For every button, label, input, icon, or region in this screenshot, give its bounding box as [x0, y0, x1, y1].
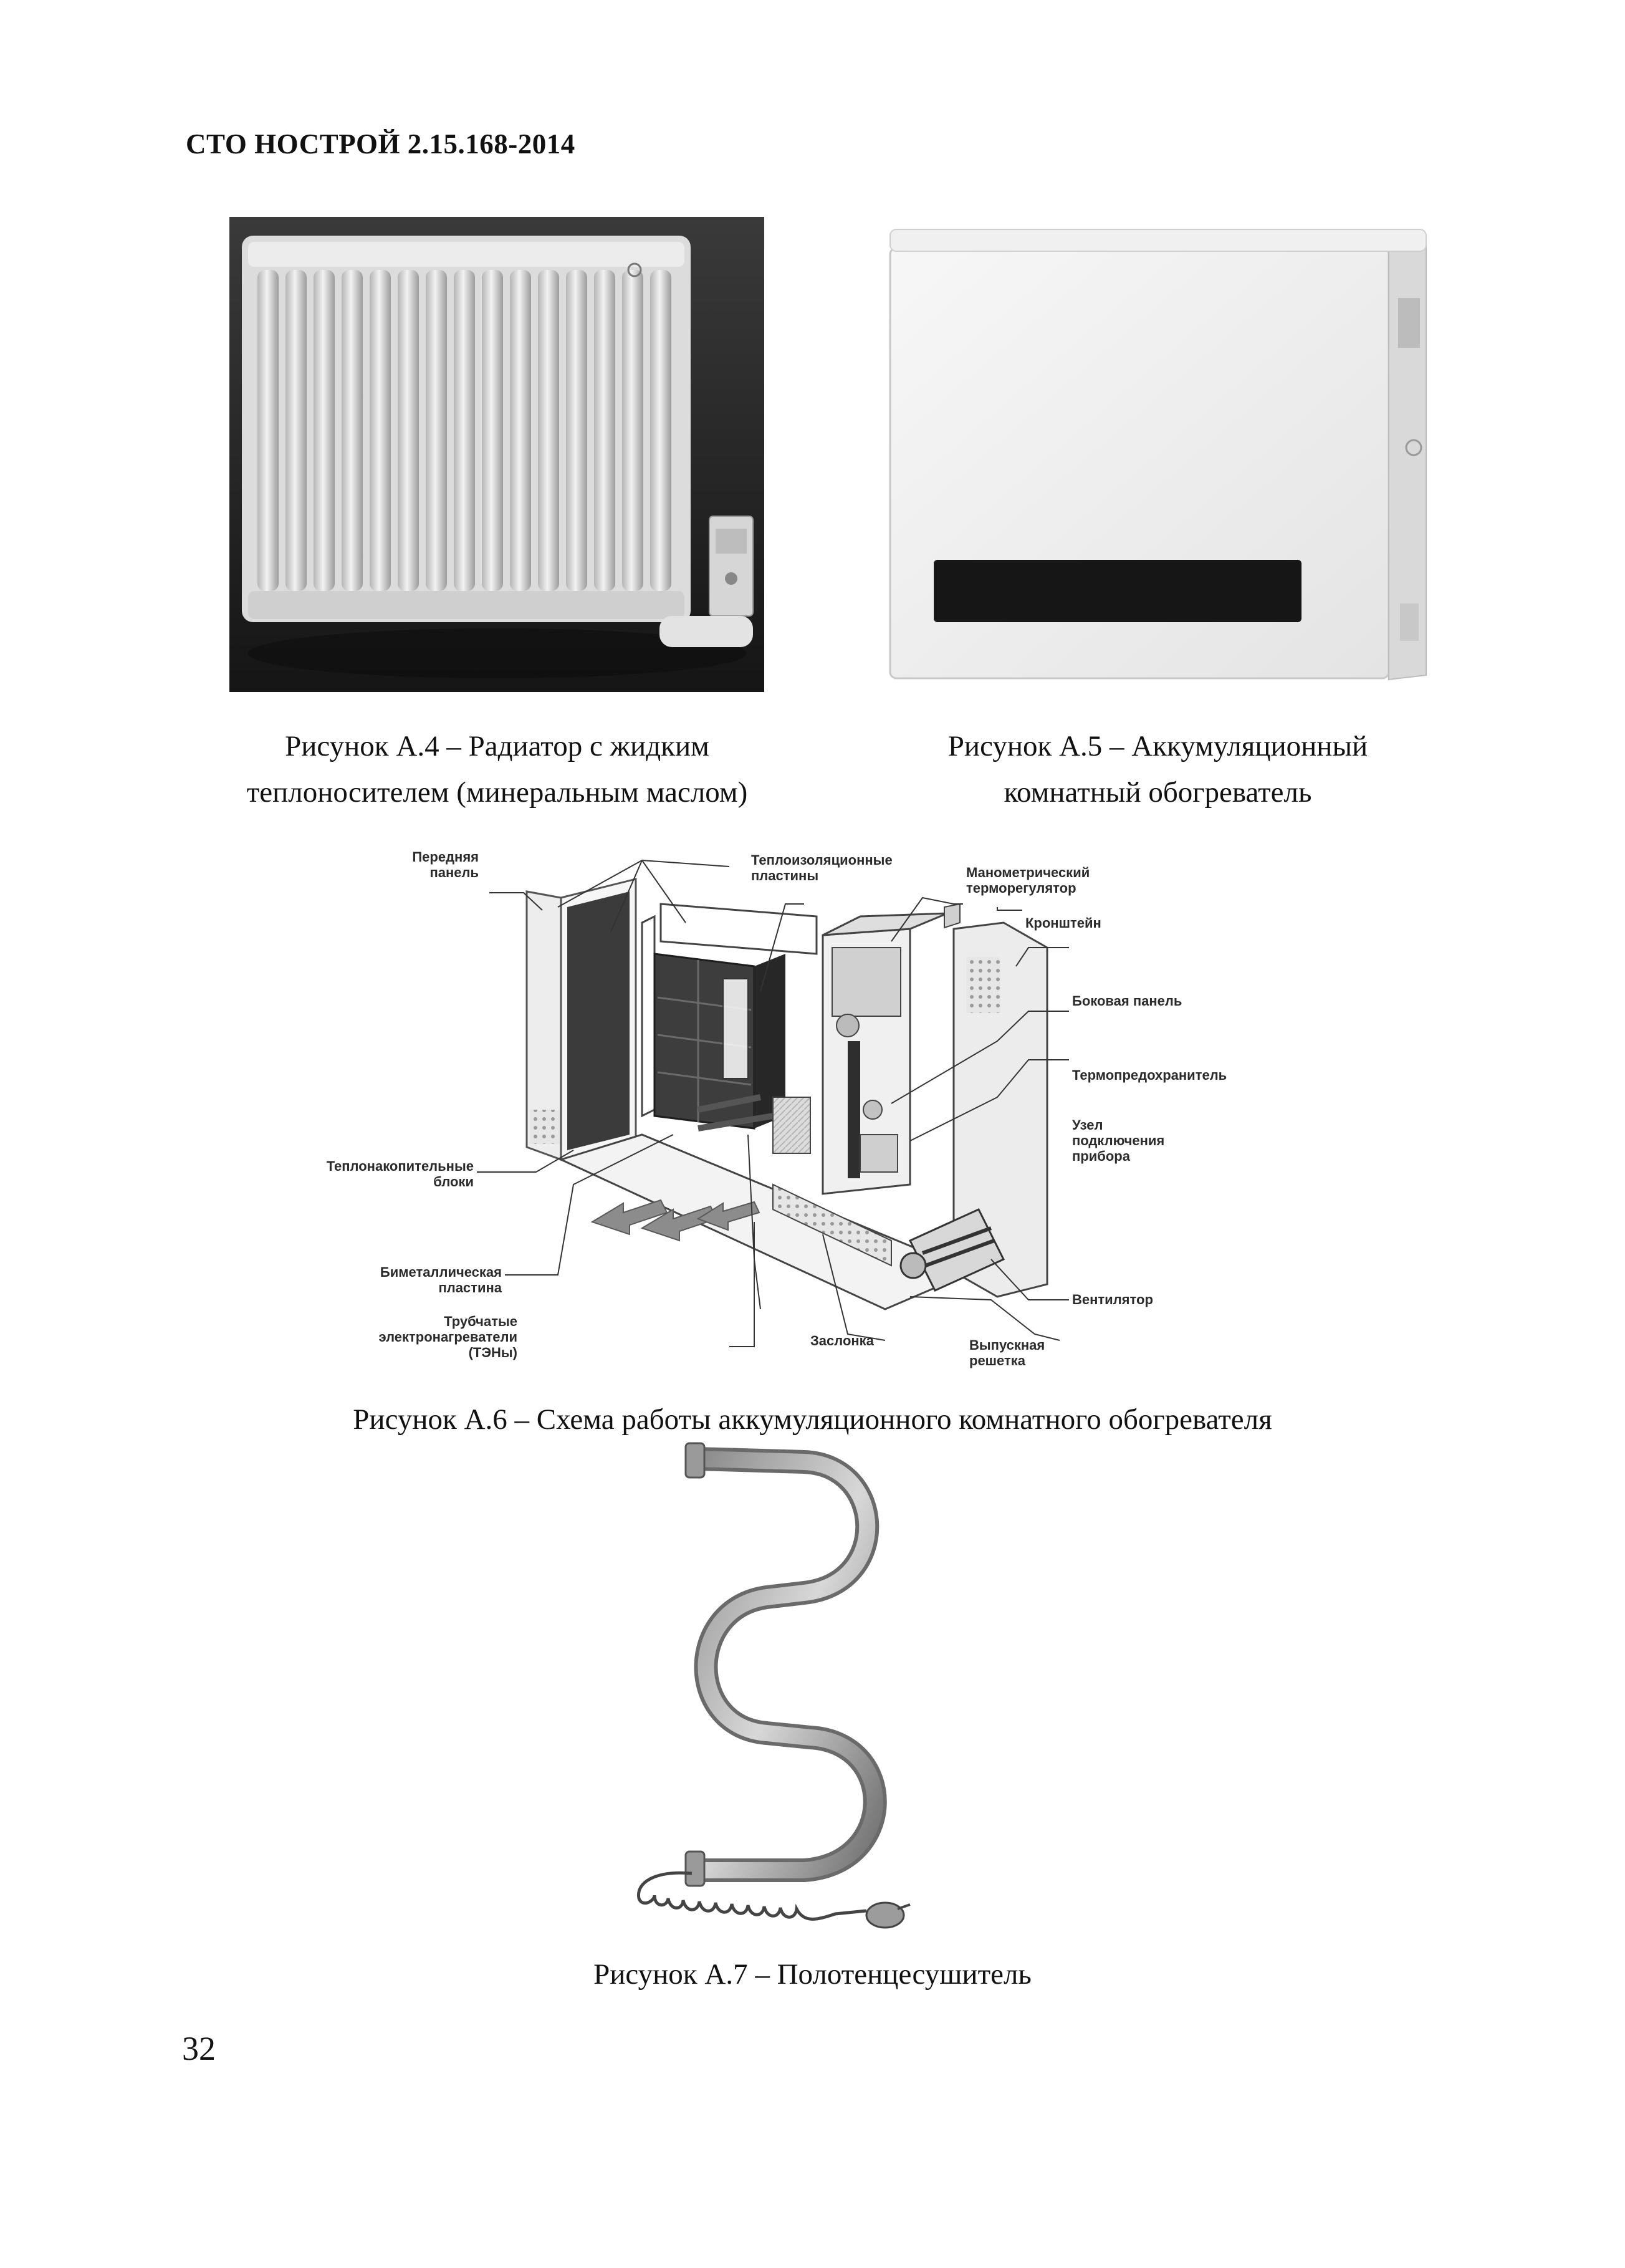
radiator-fin	[398, 270, 419, 591]
figure-a5-caption-line2: комнатный обогреватель	[1004, 776, 1312, 809]
radiator-fin	[426, 270, 447, 591]
label-thermal-fuse: Термопредохранитель	[1072, 1067, 1227, 1083]
radiator-fin	[594, 270, 615, 591]
radiator-fin	[314, 270, 335, 591]
figure-a6-caption: Рисунок А.6 – Схема работы аккумуляционного комнатного обогревателя	[353, 1403, 1272, 1436]
label-bimetal-2: пластина	[438, 1280, 502, 1295]
label-bracket: Кронштейн	[1025, 915, 1101, 931]
figure-a4-caption-line2: теплоносителем (минеральным маслом)	[246, 776, 748, 809]
radiator-fin	[622, 270, 643, 591]
label-thermostat-1: Манометрический	[966, 865, 1090, 880]
label-fan: Вентилятор	[1072, 1292, 1153, 1307]
label-front-panel-1: Передняя	[412, 849, 479, 865]
radiator-fin	[650, 270, 671, 591]
label-connection-node-2: подключения	[1072, 1133, 1165, 1148]
radiator-fin	[482, 270, 503, 591]
radiator-fin	[257, 270, 279, 591]
label-storage-blocks-2: блоки	[433, 1174, 474, 1189]
radiator-fin	[566, 270, 587, 591]
label-bimetal-1: Биметаллическая	[380, 1264, 502, 1280]
label-outlet-grille-2: решетка	[969, 1353, 1025, 1368]
label-heaters-3: (ТЭНы)	[468, 1345, 517, 1360]
document-code-header: СТО НОСТРОЙ 2.15.168-2014	[186, 128, 575, 160]
radiator-fin	[454, 270, 475, 591]
label-heaters-1: Трубчатые	[444, 1314, 517, 1329]
radiator-fin	[370, 270, 391, 591]
figure-a6-diagram	[326, 835, 1259, 1396]
label-front-panel-2: панель	[429, 865, 479, 880]
radiator-fin	[510, 270, 531, 591]
label-thermostat-2: терморегулятор	[966, 880, 1076, 896]
label-storage-blocks-1: Теплонакопительные	[326, 1158, 474, 1174]
figure-a5-caption-line1: Рисунок А.5 – Аккумуляционный	[947, 730, 1368, 762]
label-heaters-2: электронагреватели	[378, 1329, 517, 1345]
figure-a7-towel-dryer-image	[617, 1434, 1053, 1951]
label-outlet-grille-1: Выпускная	[969, 1337, 1045, 1353]
figure-a4-caption	[206, 723, 789, 815]
radiator-fin	[285, 270, 307, 591]
label-side-panel: Боковая панель	[1072, 993, 1182, 1009]
label-insulation-1: Теплоизоляционные	[751, 852, 893, 868]
figure-a7-caption: Рисунок А.7 – Полотенцесушитель	[593, 1958, 1032, 1991]
figure-a5-caption	[854, 723, 1462, 815]
label-insulation-2: пластины	[751, 868, 819, 883]
figure-a4-radiator-image	[229, 217, 764, 692]
radiator-fin	[342, 270, 363, 591]
label-damper: Заслонка	[810, 1333, 874, 1348]
page-number: 32	[182, 2030, 216, 2067]
label-connection-node-1: Узел	[1072, 1117, 1103, 1133]
radiator-fin	[538, 270, 559, 591]
figure-a5-storage-heater-image	[878, 211, 1439, 692]
figure-a4-caption-line1: Рисунок А.4 – Радиатор с жидким	[285, 730, 709, 762]
label-connection-node-3: прибора	[1072, 1148, 1130, 1164]
